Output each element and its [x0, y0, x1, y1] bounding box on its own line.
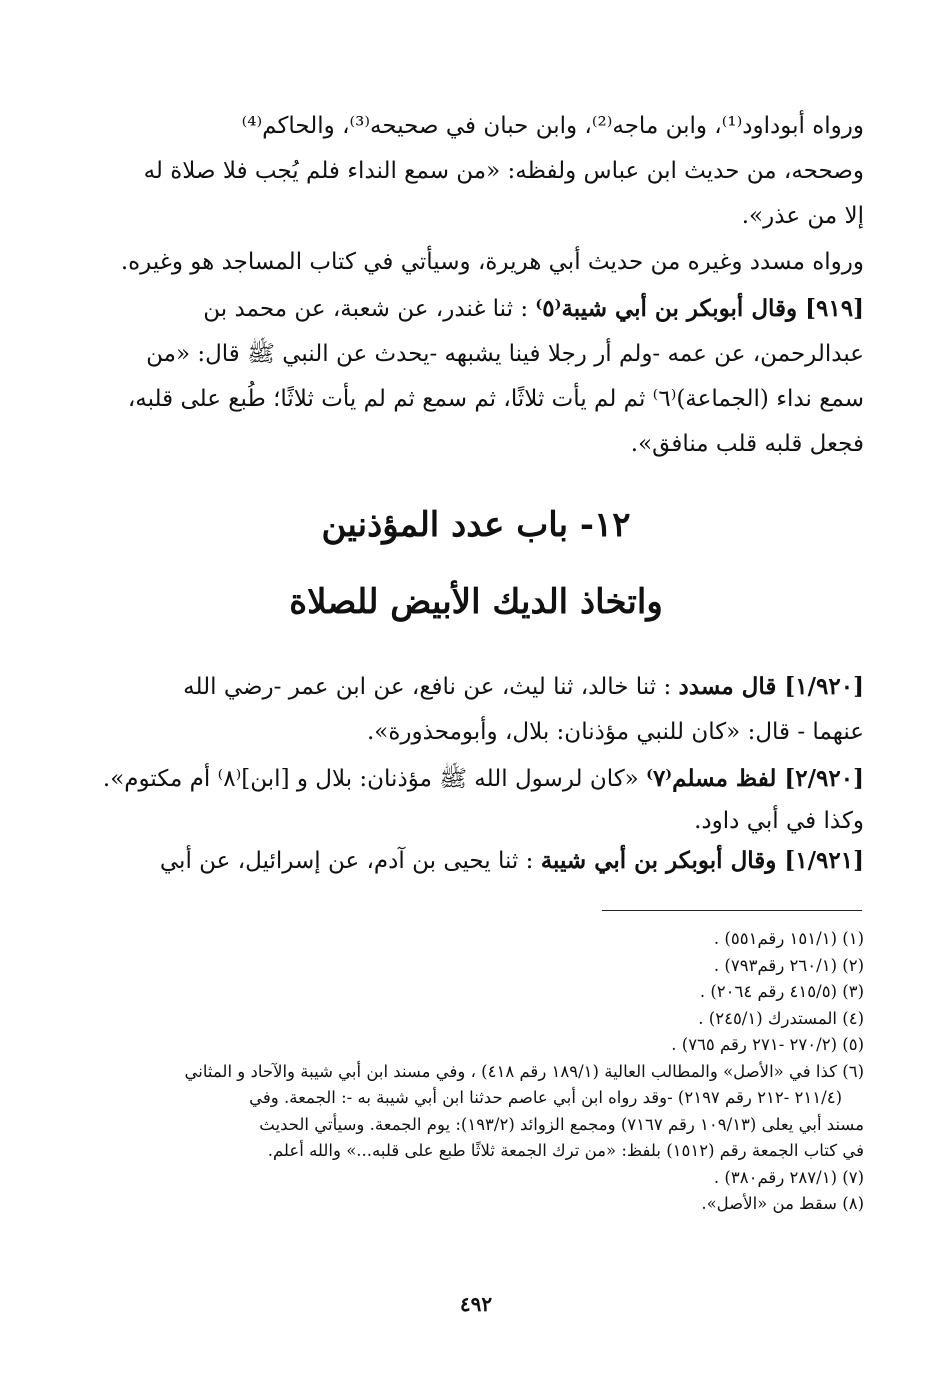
paragraph-musaddad	[88, 240, 864, 285]
paragraph-abu-dawud	[88, 104, 864, 239]
text-line: سمع نداء (الجماعة)⁽٦⁾ ثم لم يأت ثلاثًا، ثم سمع ثم لم يأت ثلاثًا؛ طُبع على قلبه،	[127, 386, 864, 412]
hadith-921-1	[88, 838, 864, 884]
hadith-text: : ثنا غندر، عن شعبة، عن محمد بن	[203, 296, 536, 322]
hadith-919	[88, 286, 864, 467]
text-line: عنهما - قال: «كان للنبي مؤذنان: بلال، وأبومحذورة».	[367, 719, 864, 745]
footnote: (٤) المستدرك (٢٤٥/١) .	[698, 1008, 864, 1028]
footnotes	[88, 926, 864, 1218]
footnote: (٥) (٢٧٠/٢ -٢٧١ رقم ٧٦٥) .	[671, 1035, 864, 1054]
text-line: وكذا في أبي داود.	[694, 808, 864, 834]
text-line	[88, 664, 864, 710]
footnote: (٨) سقط من «الأصل».	[701, 1194, 864, 1213]
hadith-label: [١/٩٢٠] قال مسدد	[678, 673, 864, 700]
text-line: ورواه مسدد وغيره من حديث أبي هريرة، وسيأتي في كتاب المساجد هو وغيره.	[120, 249, 864, 275]
hadith-label: [٩١٩] وقال أبوبكر بن أبي شيبة⁽٥⁾	[535, 295, 864, 322]
chapter-title: ١٢- باب عدد المؤذنين	[321, 505, 631, 545]
text-line: فجعل قلبه قلب منافق».	[630, 431, 864, 457]
text-line	[88, 286, 864, 332]
hadith-label: [٢/٩٢٠] لفظ مسلم⁽٧⁾	[646, 765, 864, 792]
text-line	[88, 838, 864, 884]
hadith-label: [١/٩٢١] وقال أبوبكر بن أبي شيبة	[540, 847, 864, 874]
text-line: وصححه، من حديث ابن عباس ولفظه: «من سمع النداء فلم يُجب فلا صلاة له	[143, 158, 864, 184]
hadith-text: : ثنا يحيى بن آدم، عن إسرائيل، عن أبي	[159, 848, 541, 874]
page-number: ٤٩٢	[459, 1292, 493, 1316]
text-line: ورواه أبوداود⁽¹⁾، وابن ماجه⁽²⁾، وابن حبان في صحيحه⁽³⁾، والحاكم⁽⁴⁾	[241, 113, 864, 139]
hadith-920-1	[88, 664, 864, 755]
text-line: إلا من عذر».	[741, 203, 864, 229]
footnote-continuation: مسند أبي يعلى (١٠٩/١٣ رقم ٧١٦٧) ومجمع الزوائد (١٩٣/٢): يوم الجمعة. وسيأتي الحديث	[259, 1114, 864, 1134]
footnote: (٧) (٢٨٧/١ رقم٣٨٠) .	[713, 1167, 864, 1187]
footnote: (٢) (٢٦٠/١ رقم٧٩٣) .	[713, 955, 864, 975]
footnote-continuation: في كتاب الجمعة رقم (١٥١٢) بلفظ: «من ترك الجمعة ثلاثًا طبع على قلبه...» والله أعلم.	[267, 1141, 864, 1160]
text-line	[88, 756, 864, 802]
footnote: (٣) (٤١٥/٥ رقم ٢٠٦٤) .	[699, 982, 864, 1001]
footnote: (٦) كذا في «الأصل» والمطالب العالية (١٨٩/١ رقم ٤١٨) ، وفي مسند ابن أبي شيبة والآحاد و المثاني	[184, 1061, 864, 1081]
footnote: (١) (١٥١/١ رقم٥٥١) .	[713, 929, 864, 948]
footnote-divider	[602, 910, 862, 911]
hadith-text: : ثنا خالد، ثنا ليث، عن نافع، عن ابن عمر -رضي الله	[183, 674, 679, 700]
text-line: عبدالرحمن، عن عمه -ولم أر رجلا فينا يشبهه -يحدث عن النبي ﷺ قال: «من	[146, 341, 864, 367]
chapter-subtitle: واتخاذ الديك الأبيض للصلاة	[289, 582, 663, 622]
hadith-920-2	[88, 756, 864, 840]
hadith-text: «كان لرسول الله ﷺ مؤذنان: بلال و [ابن]⁽٨⁾ أم مكتوم».	[102, 766, 647, 792]
footnote-continuation: (٢١١/٤ -٢١٢ رقم ٢١٩٧) -وقد رواه ابن أبي عاصم حدثنا ابن أبي شيبة به -: الجمعة. وفي	[249, 1088, 842, 1107]
